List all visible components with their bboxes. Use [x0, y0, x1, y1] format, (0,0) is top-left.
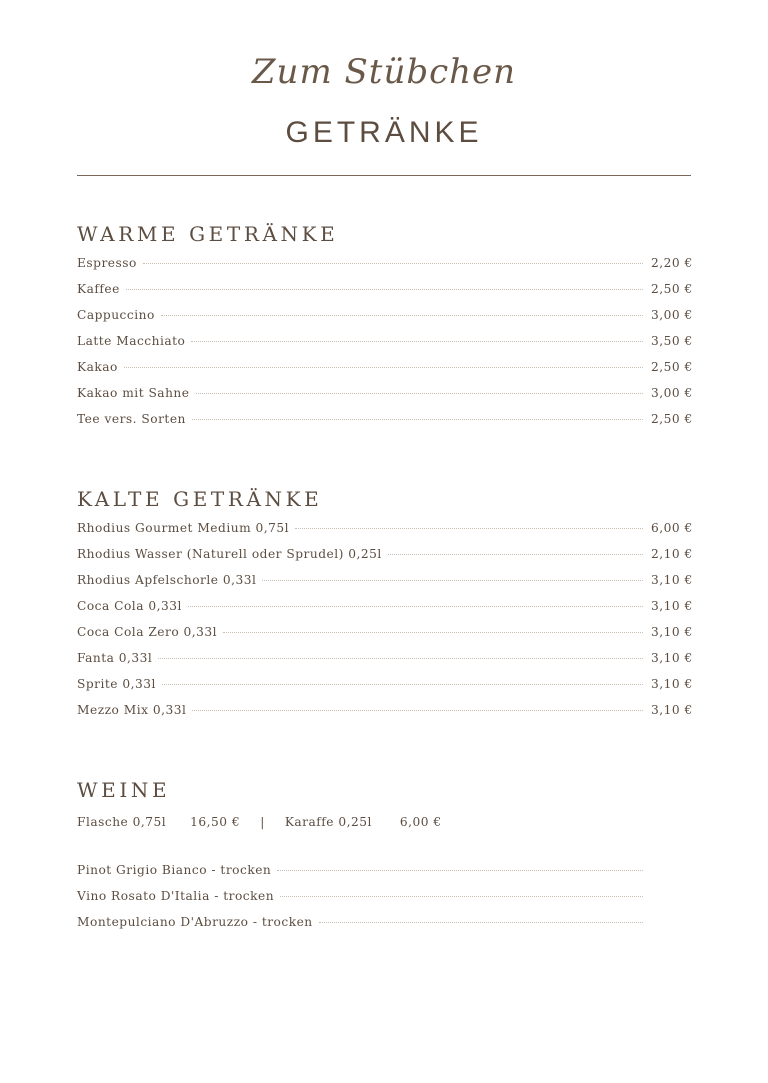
dot-leader — [262, 580, 643, 581]
carafe-price: 6,00 € — [399, 815, 442, 829]
dot-leader — [319, 922, 643, 923]
menu-item — [77, 386, 691, 412]
item-name: Vino Rosato D'Italia - trocken — [77, 889, 275, 903]
dot-leader — [188, 606, 643, 607]
dot-leader — [192, 419, 643, 420]
item-name: Coca Cola Zero 0,33l — [77, 625, 218, 639]
item-name: Rhodius Gourmet Medium 0,75l — [77, 521, 290, 535]
dot-leader — [192, 710, 643, 711]
dot-leader — [388, 554, 643, 555]
item-name: Rhodius Apfelschorle 0,33l — [77, 573, 257, 587]
item-name: Sprite 0,33l — [77, 677, 156, 691]
cold-drinks-list — [77, 521, 691, 729]
item-price: 3,10 € — [651, 677, 693, 691]
item-price: 3,50 € — [651, 334, 693, 348]
item-price: 3,10 € — [651, 625, 693, 639]
menu-item — [77, 282, 691, 308]
item-price: 3,00 € — [651, 308, 693, 322]
item-name: Coca Cola 0,33l — [77, 599, 182, 613]
item-name: Cappuccino — [77, 308, 155, 322]
price-separator: | — [260, 815, 265, 829]
header-divider — [77, 175, 691, 176]
menu-item — [77, 677, 691, 703]
item-price: 3,10 € — [651, 573, 693, 587]
dot-leader — [158, 658, 643, 659]
item-price: 6,00 € — [651, 521, 693, 535]
bottle-price: 16,50 € — [190, 815, 241, 829]
item-name: Fanta 0,33l — [77, 651, 153, 665]
item-price: 2,50 € — [651, 360, 693, 374]
menu-item — [77, 703, 691, 729]
menu-item — [77, 360, 691, 386]
menu-item — [77, 573, 691, 599]
item-price: 3,10 € — [651, 651, 693, 665]
item-name: Kakao mit Sahne — [77, 386, 190, 400]
dot-leader — [223, 632, 643, 633]
menu-item — [77, 521, 691, 547]
bottle-label: Flasche 0,75l — [77, 815, 167, 829]
section-heading-warm: WARME GETRÄNKE — [77, 222, 339, 246]
item-price: 2,10 € — [651, 547, 693, 561]
item-price: 3,10 € — [651, 703, 693, 717]
dot-leader — [124, 367, 643, 368]
dot-leader — [280, 896, 643, 897]
menu-item — [77, 651, 691, 677]
item-name: Montepulciano D'Abruzzo - trocken — [77, 915, 313, 929]
item-price: 3,00 € — [651, 386, 693, 400]
item-price: 2,50 € — [651, 412, 693, 426]
brand-name: Zum Stübchen — [251, 52, 517, 92]
wine-list — [77, 863, 691, 941]
dot-leader — [277, 870, 643, 871]
menu-item — [77, 889, 691, 915]
item-name: Rhodius Wasser (Naturell oder Sprudel) 0,25l — [77, 547, 382, 561]
dot-leader — [143, 263, 643, 264]
menu-item — [77, 915, 691, 941]
menu-item — [77, 625, 691, 651]
section-heading-cold: KALTE GETRÄNKE — [77, 487, 323, 511]
item-name: Tee vers. Sorten — [77, 412, 186, 426]
item-name: Latte Macchiato — [77, 334, 186, 348]
carafe-label: Karaffe 0,25l — [284, 815, 372, 829]
item-name: Kaffee — [77, 282, 120, 296]
dot-leader — [295, 528, 643, 529]
item-name: Pinot Grigio Bianco - trocken — [77, 863, 272, 877]
item-name: Espresso — [77, 256, 137, 270]
wine-pricing-info — [77, 815, 442, 829]
menu-item — [77, 256, 691, 282]
dot-leader — [161, 315, 643, 316]
item-price: 2,20 € — [651, 256, 693, 270]
dot-leader — [196, 393, 644, 394]
page-title: GETRÄNKE — [285, 116, 483, 149]
item-price: 3,10 € — [651, 599, 693, 613]
item-price: 2,50 € — [651, 282, 693, 296]
dot-leader — [191, 341, 643, 342]
dot-leader — [162, 684, 643, 685]
menu-item — [77, 412, 691, 438]
item-name: Mezzo Mix 0,33l — [77, 703, 187, 717]
dot-leader — [126, 289, 643, 290]
menu-item — [77, 547, 691, 573]
section-heading-wine: WEINE — [77, 778, 171, 802]
menu-item — [77, 308, 691, 334]
menu-item — [77, 863, 691, 889]
menu-item — [77, 334, 691, 360]
menu-item — [77, 599, 691, 625]
warm-drinks-list — [77, 256, 691, 438]
item-name: Kakao — [77, 360, 118, 374]
